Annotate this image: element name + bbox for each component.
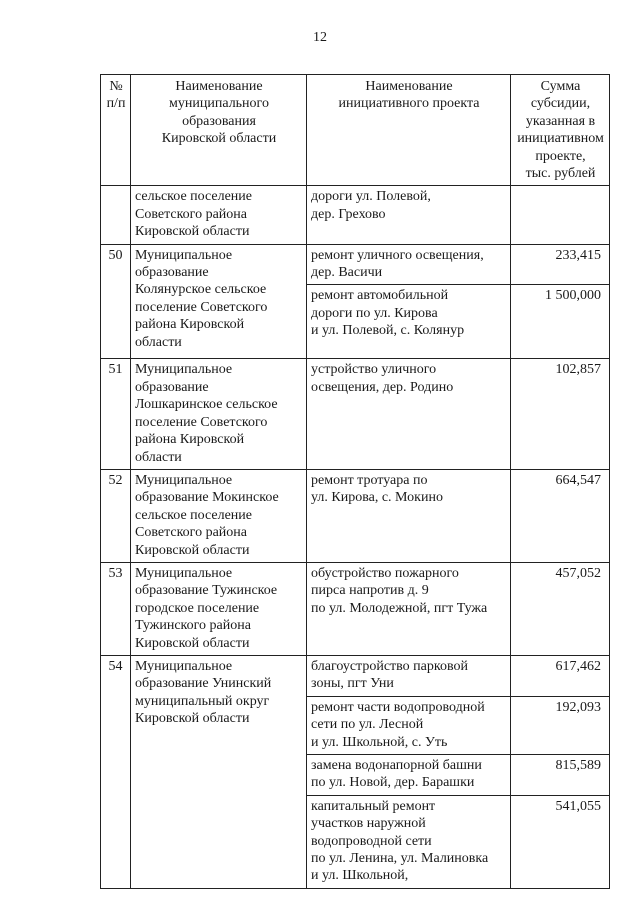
municipality-cell: Муниципальное образование Тужинское городское поселение Тужинского района Кировской области <box>131 562 307 655</box>
municipality-cell: Муниципальное образование Колянурское сельское поселение Советского района Кировской области <box>131 244 307 359</box>
amount-cell: 1 500,000 <box>511 285 610 359</box>
table-row <box>101 244 610 285</box>
row-number-cell: 54 <box>101 655 131 888</box>
table-header-row <box>101 75 610 186</box>
row-number-cell: 52 <box>101 469 131 562</box>
header-amount: Сумма субсидии, указанная в инициативном проекте, тыс. рублей <box>511 75 610 186</box>
table-row-continuation <box>101 186 610 244</box>
project-cell: ремонт тротуара по ул. Кирова, с. Мокино <box>307 469 511 562</box>
amount-cell: 457,052 <box>511 562 610 655</box>
project-cell: дороги ул. Полевой, дер. Грехово <box>307 186 511 244</box>
project-cell: ремонт уличного освещения, дер. Васичи <box>307 244 511 285</box>
project-cell: благоустройство парковой зоны, пгт Уни <box>307 655 511 696</box>
municipality-cell: Муниципальное образование Лошкаринское сельское поселение Советского района Кировской области <box>131 359 307 469</box>
amount-cell: 102,857 <box>511 359 610 469</box>
page-number: 12 <box>313 30 327 45</box>
row-number-cell: 50 <box>101 244 131 359</box>
header-project: Наименование инициативного проекта <box>307 75 511 186</box>
table-row <box>101 562 610 655</box>
project-cell: обустройство пожарного пирса напротив д. 9 по ул. Молодежной, пгт Тужа <box>307 562 511 655</box>
header-municipality: Наименование муниципального образования Кировской области <box>131 75 307 186</box>
amount-cell <box>511 186 610 244</box>
subsidy-table <box>100 74 610 889</box>
table-row <box>101 359 610 469</box>
amount-cell: 815,589 <box>511 755 610 796</box>
row-number-cell: 51 <box>101 359 131 469</box>
row-number-cell <box>101 186 131 244</box>
amount-cell: 541,055 <box>511 795 610 888</box>
amount-cell: 233,415 <box>511 244 610 285</box>
header-number: № п/п <box>101 75 131 186</box>
amount-cell: 664,547 <box>511 469 610 562</box>
municipality-cell: Муниципальное образование Мокинское сельское поселение Советского района Кировской области <box>131 469 307 562</box>
row-number-cell: 53 <box>101 562 131 655</box>
municipality-cell: сельское поселение Советского района Кировской области <box>131 186 307 244</box>
project-cell: ремонт части водопроводной сети по ул. Лесной и ул. Школьной, с. Уть <box>307 696 511 754</box>
project-cell: капитальный ремонт участков наружной водопроводной сети по ул. Ленина, ул. Малиновка и ул. Школьной, <box>307 795 511 888</box>
project-cell: замена водонапорной башни по ул. Новой, дер. Барашки <box>307 755 511 796</box>
amount-cell: 617,462 <box>511 655 610 696</box>
project-cell: устройство уличного освещения, дер. Родино <box>307 359 511 469</box>
table-row <box>101 469 610 562</box>
amount-cell: 192,093 <box>511 696 610 754</box>
project-cell: ремонт автомобильной дороги по ул. Кирова и ул. Полевой, с. Колянур <box>307 285 511 359</box>
table-row <box>101 655 610 696</box>
municipality-cell: Муниципальное образование Унинский муниципальный округ Кировской области <box>131 655 307 888</box>
